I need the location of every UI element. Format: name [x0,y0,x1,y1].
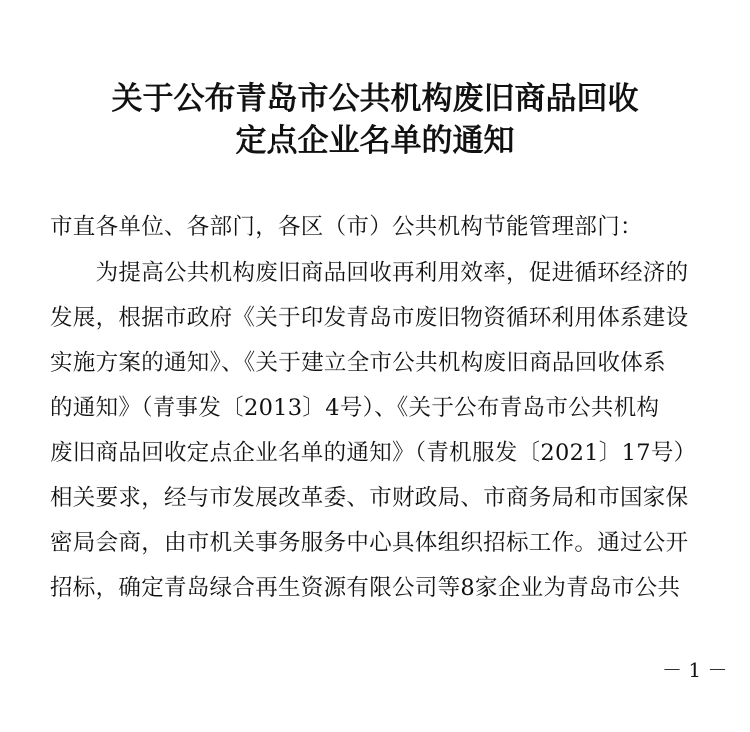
document-title-line-2: 定点企业名单的通知 [235,123,515,159]
body-line-8: 招标，确定青岛绿合再生资源有限公司等8家企业为青岛市公共 [50,575,681,601]
body-line-3: 实施方案的通知》、《关于建立全市公共机构废旧商品回收体系 [50,350,666,376]
page-number: － 1 － [662,658,728,682]
body-line-1: 为提高公共机构废旧商品回收再利用效率，促进循环经济的 [50,260,689,286]
body-line-5: 废旧商品回收定点企业名单的通知》（青机服发〔2021〕17号） [50,440,697,466]
body-line-4: 的通知》（青事发〔2013〕4号）、《关于公布青岛市公共机构 [50,395,660,421]
body-line-6: 相关要求，经与市发展改革委、市财政局、市商务局和市国家保 [50,485,689,511]
body-line-7: 密局会商，由市机关事务服务中心具体组织招标工作。通过公开 [50,530,689,556]
body-line-2: 发展，根据市政府《关于印发青岛市废旧物资循环利用体系建设 [50,305,689,331]
document-title-line-1: 关于公布青岛市公共机构废旧商品回收 [111,81,639,117]
addressee-line: 市直各单位、各部门，各区（市）公共机构节能管理部门： [50,214,643,240]
